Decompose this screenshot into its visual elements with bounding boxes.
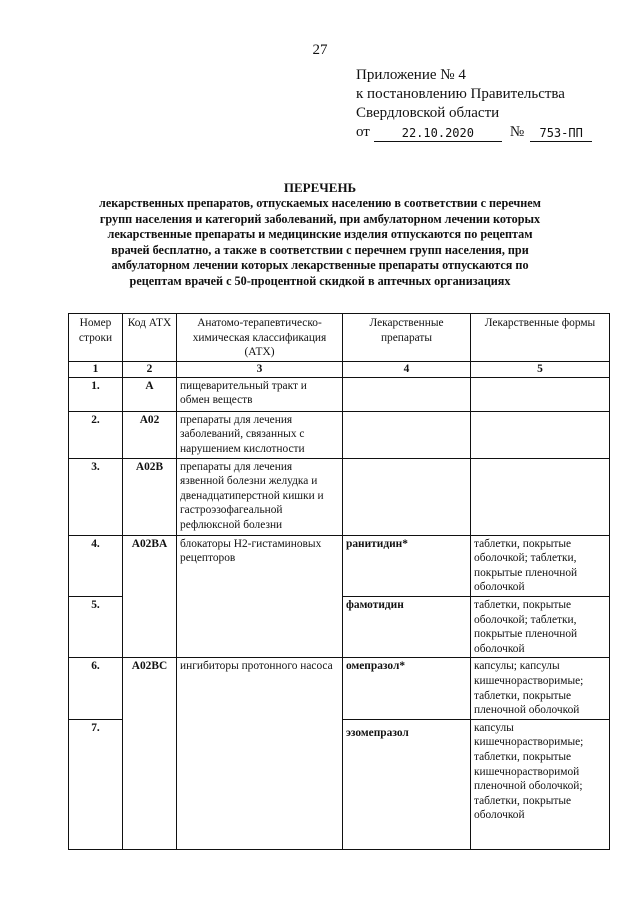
atc-code: A02B [123,458,177,535]
table-row [69,658,610,719]
atc-code: A02BA [123,535,177,596]
atc-classification: блокаторы Н2-гистаминовых рецепторов [177,535,343,596]
drug-name: ранитидин* [343,535,471,596]
dosage-forms [471,458,610,535]
atc-code: A02 [123,411,177,458]
drug-name: эзомепразол [343,719,471,849]
header-dosage-forms: Лекарственные формы [471,314,610,362]
atc-code [123,596,177,657]
appendix-region-line: Свердловской области [356,105,500,121]
header-atc-code: Код АТХ [123,314,177,362]
table-row [69,719,610,849]
row-number: 7. [69,719,123,849]
drug-name [343,458,471,535]
dosage-forms [471,377,610,411]
atc-code: A02BC [123,658,177,719]
date-prefix: от [356,124,370,140]
decree-date: 22.10.2020 [374,126,502,142]
atc-classification: препараты для лечения заболеваний, связанных с нарушением кислотности [177,411,343,458]
col-number: 2 [123,362,177,378]
appendix-title: Приложение № 4 [356,67,466,83]
appendix-ref-line: к постановлению Правительства [356,86,565,102]
atc-code: A [123,377,177,411]
header-drugs: Лекарственные препараты [343,314,471,362]
drug-name [343,377,471,411]
col-number: 4 [343,362,471,378]
col-number: 1 [69,362,123,378]
drug-list-table [68,313,610,850]
header-atc-classification: Анатомо-терапевтическо-химическая классификация (АТХ) [177,314,343,362]
document-subtitle: лекарственных препаратов, отпускаемых населению в соответствии с перечнем групп населения и категорий заболеваний, при амбулаторном лечении которых лекарственные препараты и медицинские изделия отпускаются по рецептам врачей бесплатно, а также в соответствии с перечнем групп населения, при амбулаторном лечении которых лекарственные препараты отпускаются по рецептам врачей с 50-процентной скидкой в аптечных организациях [99,196,541,288]
table-row [69,535,610,596]
decree-number: 753-ПП [530,126,592,142]
column-number-row [69,362,610,378]
atc-classification [177,596,343,657]
row-number: 4. [69,535,123,596]
dosage-forms: капсулы; капсулы кишечнорастворимые; таблетки, покрытые пленочной оболочкой [471,658,610,719]
decree-date-line [356,123,592,142]
number-prefix: № [509,124,525,140]
col-number: 5 [471,362,610,378]
col-number: 3 [177,362,343,378]
drug-name: омепразол* [343,658,471,719]
table-row [69,596,610,657]
row-number: 3. [69,458,123,535]
atc-classification: ингибиторы протонного насоса [177,658,343,719]
atc-classification: пищеварительный тракт и обмен веществ [177,377,343,411]
row-number: 2. [69,411,123,458]
dosage-forms: капсулы кишечнорастворимые; таблетки, покрытые кишечнорастворимой пленочной оболочкой; таблетки, покрытые оболочкой [471,719,610,849]
dosage-forms: таблетки, покрытые оболочкой; таблетки, покрытые пленочной оболочкой [471,535,610,596]
row-number: 5. [69,596,123,657]
drug-name: фамотидин [343,596,471,657]
row-number: 1. [69,377,123,411]
header-row-number: Номер строки [69,314,123,362]
appendix-block [356,66,592,142]
dosage-forms [471,411,610,458]
table-row [69,458,610,535]
atc-classification: препараты для лечения язвенной болезни желудка и двенадцатиперстной кишки и гастроэзофагеальной рефлюксной болезни [177,458,343,535]
table-header-row [69,314,610,362]
atc-classification [177,719,343,849]
table-row [69,411,610,458]
table-row [69,377,610,411]
atc-code [123,719,177,849]
page-number: 27 [312,42,328,58]
row-number: 6. [69,658,123,719]
dosage-forms: таблетки, покрытые оболочкой; таблетки, покрытые пленочной оболочкой [471,596,610,657]
document-title: ПЕРЕЧЕНЬ [283,180,357,195]
drug-name [343,411,471,458]
